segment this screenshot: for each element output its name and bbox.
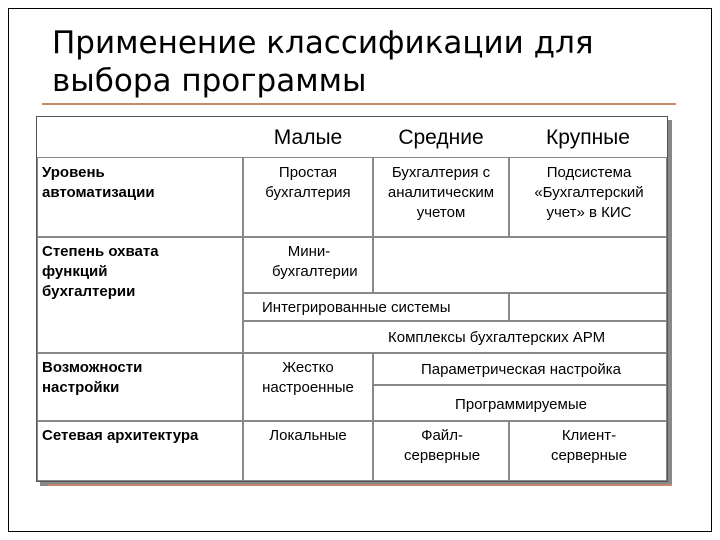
header-medium	[373, 117, 509, 157]
header-small	[243, 117, 373, 157]
row-automation-medium: Бухгалтерия с аналитическим учетом	[387, 164, 495, 221]
header-empty-cell	[37, 117, 243, 157]
row-coverage-upper-right-cell	[373, 237, 667, 293]
row-automation-label: Уровень автоматизации	[42, 164, 155, 201]
row-network-large-cell	[509, 421, 667, 481]
row-automation-label-cell	[37, 157, 243, 237]
row-customization-programmable: Программируемые	[455, 396, 587, 413]
row-network-label-cell	[37, 421, 243, 481]
row-customization-programmable-cell	[373, 385, 667, 421]
row-coverage-small: Мини-бухгалтерии	[272, 243, 358, 280]
row-network-large: Клиент-серверные	[550, 427, 628, 464]
row-customization-parametric: Параметрическая настройка	[420, 361, 622, 378]
row-customization-label-cell	[37, 353, 243, 421]
row-automation-small: Простая бухгалтерия	[265, 164, 351, 201]
row-coverage-small-cell	[243, 237, 373, 293]
row-coverage-integrated-cell	[243, 293, 509, 321]
row-network-label: Сетевая архитектура	[42, 427, 199, 444]
bottom-rule	[48, 484, 672, 486]
header-large-label: Крупные	[546, 126, 630, 149]
frame-right-line	[711, 8, 712, 532]
row-customization-parametric-cell	[373, 353, 667, 385]
row-coverage-integrated: Интегрированные системы	[262, 299, 451, 316]
row-coverage-label-cell	[37, 237, 243, 353]
classification-table	[36, 116, 668, 482]
row-coverage-complexes: Комплексы бухгалтерских АРМ	[388, 329, 606, 346]
row-coverage-label: Степень охвата функций бухгалтерии	[42, 243, 159, 300]
frame-bottom-line	[8, 531, 712, 532]
frame-left-line	[8, 8, 9, 532]
row-customization-small-cell	[243, 353, 373, 421]
row-automation-small-cell	[243, 157, 373, 237]
header-small-label: Малые	[273, 126, 343, 149]
row-customization-label: Возможности настройки	[42, 359, 143, 396]
row-automation-large-cell	[509, 157, 667, 237]
row-network-medium-cell	[373, 421, 509, 481]
slide-title: Применение классификации для выбора программы	[52, 25, 594, 99]
row-network-small-cell	[243, 421, 373, 481]
header-medium-label: Средние	[398, 126, 484, 149]
title-rule	[42, 103, 676, 105]
frame-top-line	[8, 8, 712, 9]
row-automation-large: Подсистема «Бухгалтерский учет» в КИС	[534, 164, 644, 221]
row-coverage-gap-cell	[509, 293, 667, 321]
header-large	[509, 117, 667, 157]
row-network-small: Локальные	[269, 427, 347, 444]
row-automation-medium-cell	[373, 157, 509, 237]
row-coverage-complexes-cell	[243, 321, 667, 353]
row-network-medium: Файл-серверные	[404, 427, 481, 464]
row-customization-small: Жестко настроенные	[262, 359, 354, 396]
